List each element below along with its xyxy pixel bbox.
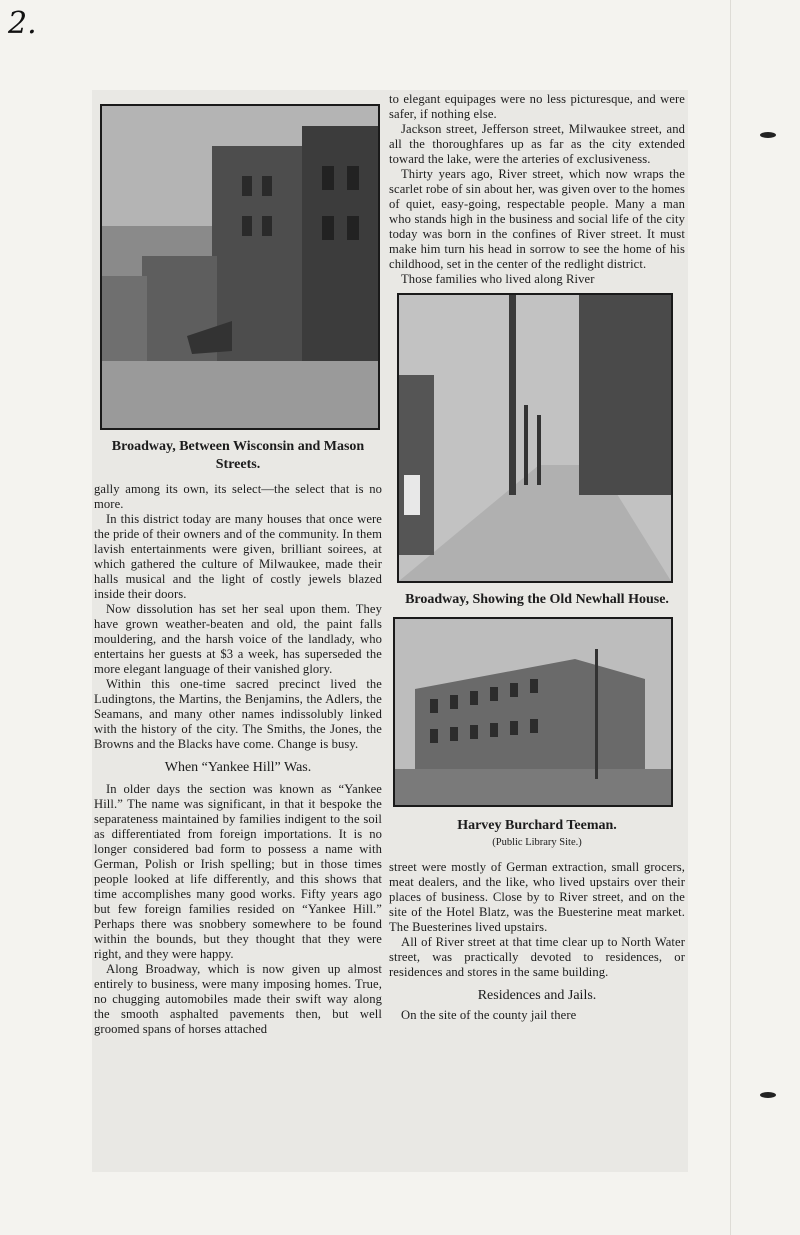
paragraph: Jackson street, Jefferson street, Milwaukee street, and all the thoroughfares up as far as the city extended toward the lake, were the arteries of exclusiveness. bbox=[389, 122, 685, 166]
photo3-caption: Harvey Burchard Teeman. bbox=[457, 818, 617, 833]
paragraph: Within this one-time sacred precinct lived the Ludingtons, the Martins, the Benjamins, the Adlers, the Seamans, and many other names indissolubly linked with the history of the city. The Smiths, the Jones, the Browns and the Blacks have come. Change is busy. bbox=[94, 677, 382, 751]
section-subhead: When “Yankee Hill” Was. bbox=[164, 760, 312, 775]
paragraph: gally among its own, its select—the select that is no more. bbox=[94, 482, 382, 511]
paragraph: Along Broadway, which is now given up almost entirely to business, were many imposing homes. True, no chugging automobiles made their swift way along the smooth asphalted pavements then, but well groomed spans of horses attached bbox=[94, 962, 382, 1036]
section-subhead: Residences and Jails. bbox=[477, 988, 597, 1003]
left-column bbox=[94, 92, 382, 1037]
paragraph: to elegant equipages were no less picturesque, and were safer, if nothing else. bbox=[389, 92, 685, 121]
paragraph: Those families who lived along River bbox=[401, 272, 595, 286]
street-view-image bbox=[399, 295, 671, 581]
paragraph: In this district today are many houses that once were the pride of their owners and of the community. In them lavish entertainments were given, brilliant soirees, at which gathered the culture of Milwaukee, made their halls musical and the light of costly jewels blazed inside their doors. bbox=[94, 512, 382, 601]
right-column bbox=[389, 92, 685, 1023]
street-scene-photo bbox=[100, 104, 380, 430]
paragraph: Now dissolution has set her seal upon them. They have grown weather-beaten and old, the paint falls mouldering, and the harsh voice of the landlady, who entertains her guests at $3 a week, has superseded the more elegant language of their vanished glory. bbox=[94, 602, 382, 676]
paragraph: In older days the section was known as “Yankee Hill.” The name was significant, in that it bespoke the separateness maintained by families indigent to the soil as differentiated from foreign importations. It is no longer considered bad form to possess a name with German, Polish or Irish spelling; but in those times people looked at life differently, and this shows that time accomplishes many good works. Fifty years ago but few foreign families resided on “Yankee Hill.” Perhaps there was snobbery somewhere to be found within the bounds, but they thought that they were right, and they were happy. bbox=[94, 782, 382, 961]
building-image bbox=[395, 619, 671, 805]
ink-speck bbox=[760, 132, 776, 138]
street-view-photo bbox=[397, 293, 673, 583]
paragraph: All of River street at that time clear up to North Water street, was practically devoted to residences, or residences and stores in the same building. bbox=[389, 935, 685, 979]
ink-speck bbox=[760, 1092, 776, 1098]
paragraph: street were mostly of German extraction, small grocers, meat dealers, and the like, who lived upstairs over their places of business. Close by to River street, and on the site of the Hotel Blatz, was the Buesterine meat market. The Buesterines lived upstairs. bbox=[389, 860, 685, 934]
photo1-caption: Broadway, Between Wisconsin and Mason Streets. bbox=[111, 439, 365, 472]
building-photo bbox=[393, 617, 673, 807]
paragraph: Thirty years ago, River street, which now wraps the scarlet robe of sin about her, was given over to the homes of quiet, easy-going, respectable people. Many a man who stands high in the business and social life of the city today was born in the confines of River street. It must make him turn his head in sorrow to see the home of his childhood, set in the center of the redlight district. bbox=[389, 167, 685, 271]
page-number: 2. bbox=[8, 6, 37, 41]
fold-line bbox=[730, 0, 731, 1235]
photo2-caption: Broadway, Showing the Old Newhall House. bbox=[405, 592, 669, 607]
photo3-subcaption: (Public Library Site.) bbox=[492, 837, 582, 848]
paragraph: On the site of the county jail there bbox=[401, 1008, 577, 1022]
street-scene-image bbox=[102, 106, 378, 428]
